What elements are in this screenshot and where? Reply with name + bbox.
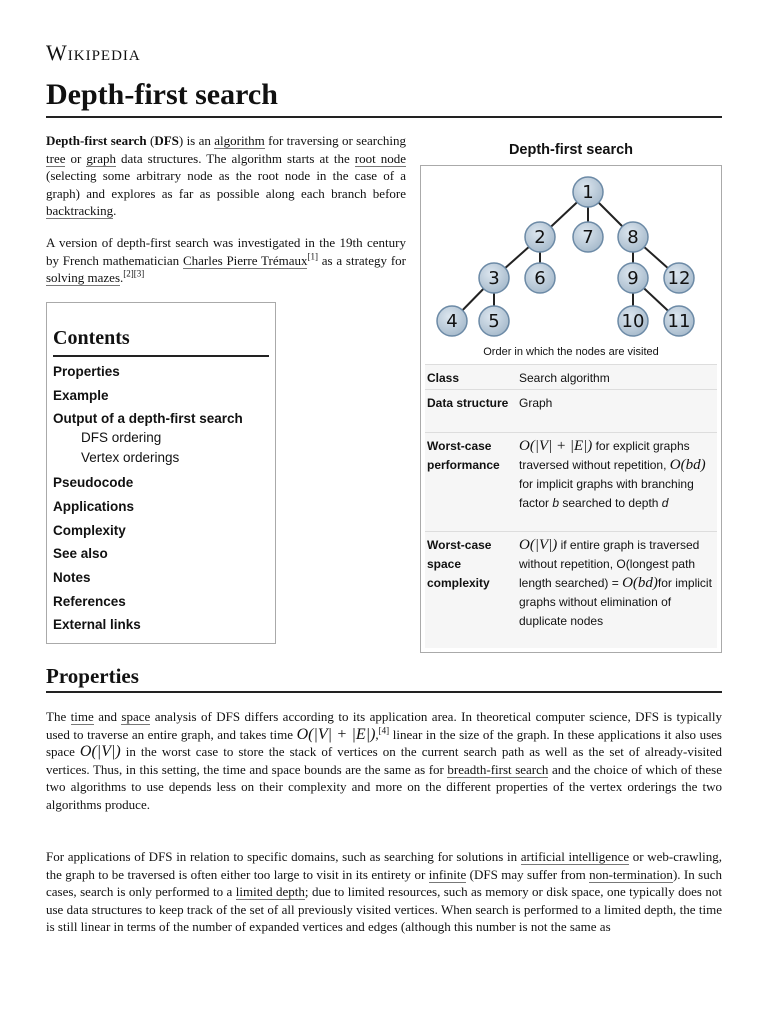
link-time[interactable]: time [70,709,94,724]
table-of-contents [46,302,276,644]
text: For applications of DFS in relation to specific domains, such as searching for solutions in [46,849,521,864]
tree-node-label: 12 [667,268,691,289]
section-heading-properties: Properties [46,664,139,688]
toc-item-output[interactable]: Output of a depth-first search [53,411,243,426]
link-root-node[interactable]: root node [354,150,406,166]
infobox-row-space-complexity [425,531,717,648]
text: and [93,709,122,724]
wikipedia-logo[interactable]: Wikipedia [46,40,141,65]
infobox-row-data-structure [425,389,717,432]
tree-node-10 [618,306,648,336]
space-complexity-value [519,536,715,631]
text: A version of depth-first search was investigated in the 19th century by French mathematician [46,235,406,268]
tree-node-label: 8 [627,227,639,248]
tree-node-label: 1 [582,182,594,203]
text: ). In such cases, search is only performed to a [46,866,722,899]
text: , [375,726,379,742]
data-structure-value [519,394,715,413]
section-divider [46,691,722,693]
tree-node-8 [618,222,648,252]
class-value [519,369,715,388]
tree-node-label: 9 [627,268,639,289]
toc-divider [53,355,269,357]
text: for explicit graphs traversed without repetition, [519,439,690,472]
tree-node-label: 5 [488,311,500,332]
text: . [113,203,117,218]
title-divider [46,116,722,118]
math-o-bd: O(bd) [622,575,658,591]
toc-subitem-dfs-ordering[interactable]: DFS ordering [81,430,162,445]
infobox-title: Depth-first search [508,142,634,158]
text: (DFS may suffer from [466,866,590,882]
toc-item-complexity[interactable]: Complexity [53,523,126,538]
tree-node-4 [437,306,467,336]
tree-node-7 [573,222,603,252]
text: in the worst case to store the stack of vertices on the current search path as well as the set of already-visited vertices. Thus, in this setting, the time and space bounds are the same as for [46,744,722,777]
link-algorithm[interactable]: algorithm [214,133,265,148]
toc-title: Contents [53,327,130,349]
tree-node-label: 6 [534,268,546,289]
link-search-algorithm[interactable]: Search algorithm [519,371,610,385]
text: or [65,150,87,166]
math-o-v-e: O(|V| + |E|) [519,438,593,454]
tree-node-1 [573,177,603,207]
text: (selecting some arbitrary node as the root node in the case of a graph) and explores as far as possible along each branch before [46,168,406,201]
var-d: d [661,496,669,510]
tree-node-9 [618,263,648,293]
text: for implicit graphs without elimination of duplicate nodes [519,576,712,628]
tree-node-5 [479,306,509,336]
toc-item-example[interactable]: Example [53,388,109,403]
toc-item-notes[interactable]: Notes [53,570,91,585]
link-graph[interactable]: graph [86,150,116,166]
text: ; due to limited resources, such as memory or disk space, one typically does not use data structures to keep track of the set of all previously visited vertices. When search is performed to a limited depth, the time is still linear in terms of the number of expanded vertices and edges (although this number is not the same as [46,884,722,934]
tree-node-11 [664,306,694,336]
link-backtracking[interactable]: backtracking [46,203,114,218]
tree-node-label: 11 [667,311,691,332]
infobox [420,165,722,653]
tree-edges [452,192,679,321]
worst-performance-value [519,437,715,513]
page-title: Depth-first search [46,78,278,111]
ref-1[interactable]: [1] [307,251,318,262]
ref-4[interactable]: [4] [378,725,390,736]
text: or web-crawling, the graph to be traversed is often either too large to visit in its entirety or [46,849,722,882]
tree-node-label: 10 [621,311,645,332]
properties-paragraph-1 [46,708,722,813]
text: ) is an [178,133,215,148]
text: ( [146,133,155,148]
link-tree[interactable]: tree [46,150,66,166]
link-space[interactable]: space [121,709,151,724]
text: The [46,709,71,724]
space-complexity-label: Worst-case space complexity [427,538,492,590]
class-label: Class [427,371,460,385]
math-o-bd: O(bd) [669,457,706,473]
text: searched to depth [559,496,662,510]
math-o-v: O(|V|) [79,743,121,760]
text: analysis of DFS differs according to its application area. In theoretical computer science, DFS is typically used to traverse an entire graph, and takes time [46,709,722,742]
abbr-dfs: DFS [154,133,179,148]
toc-item-pseudocode[interactable]: Pseudocode [53,475,134,490]
toc-item-applications[interactable]: Applications [53,499,135,514]
tree-node-2 [525,222,555,252]
toc-item-references[interactable]: References [53,594,126,609]
intro-paragraph-1 [46,132,406,220]
tree-node-3 [479,263,509,293]
diagram-caption: Order in which the nodes are visited [483,346,659,358]
properties-paragraph-2 [46,848,722,936]
infobox-row-class [425,364,717,389]
text: linear in the size of the graph. In these applications it also uses space [46,726,722,759]
tree-node-label: 7 [582,227,594,248]
tree-node-label: 2 [534,227,546,248]
tree-node-12 [664,263,694,293]
link-artificial-intelligence[interactable]: artificial intelligence [520,849,630,864]
tree-node-label: 4 [446,311,458,332]
text: as a strategy for [317,252,406,268]
link-tremaux[interactable]: Charles Pierre Trémaux [182,252,308,268]
tree-node-label: 3 [488,268,500,289]
math-o-v-e: O(|V| + |E|) [296,725,376,743]
intro-paragraph-2 [46,234,406,287]
infobox-row-worst-performance [425,432,717,531]
worst-performance-label: Worst-case performance [427,439,500,472]
toc-item-see-also[interactable]: See also [53,546,108,561]
math-o-v: O(|V|) [519,537,558,553]
toc-subitem-vertex-orderings[interactable]: Vertex orderings [81,450,180,465]
toc-item-external-links[interactable]: External links [53,617,141,632]
text: for traversing or searching [264,133,406,148]
text: if entire graph is traversed without repetition, O(longest path length searched) = [519,538,700,590]
link-non-termination[interactable]: non-termination [589,866,673,882]
link-infinite[interactable]: infinite [428,866,467,882]
text: . [120,270,124,285]
link-solving-mazes[interactable]: solving mazes [46,270,121,285]
link-breadth-first-search[interactable]: breadth-first search [447,761,549,777]
var-b: b [552,496,560,510]
term-dfs: Depth-first search [46,133,147,148]
text: data structures. The algorithm starts at the [115,150,355,166]
dfs-tree-diagram[interactable] [421,166,721,346]
link-graph-ds[interactable]: Graph [519,396,553,410]
text: and the choice of which of these two algorithms to use depends less on their complexity and more on the different properties of the vertex orderings the two algorithms produce. [46,761,722,812]
ref-2-3[interactable]: [2][3] [123,268,145,279]
tree-node-6 [525,263,555,293]
text: for implicit graphs with branching factor [519,477,694,510]
data-structure-label: Data structure [427,396,509,410]
toc-item-properties[interactable]: Properties [53,364,120,379]
link-limited-depth[interactable]: limited depth [235,884,305,899]
